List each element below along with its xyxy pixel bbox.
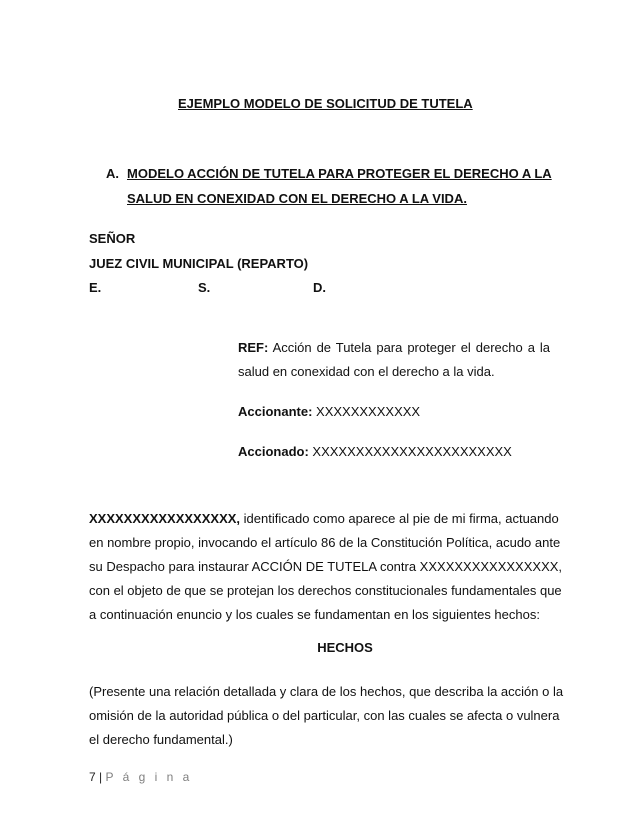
accionante-value: XXXXXXXXXXXX <box>316 404 421 419</box>
ref-line2: salud en conexidad con el derecho a la vida. <box>238 364 495 379</box>
section-heading-line1: MODELO ACCIÓN DE TUTELA PARA PROTEGER EL DERECHO A LA <box>127 166 552 181</box>
section-heading-line2: SALUD EN CONEXIDAD CON EL DERECHO A LA VIDA. <box>127 191 467 206</box>
ref-label: REF: <box>238 340 269 355</box>
intro-line3: su Despacho para instaurar ACCIÓN DE TUTELA contra XXXXXXXXXXXXXXXX, <box>89 559 563 574</box>
intro-line4: con el objeto de que se protejan los derechos constitucionales fundamentales que <box>89 583 562 598</box>
ref-text-line1: Acción de Tutela para proteger el derecho a la <box>272 340 551 355</box>
page-footer <box>89 770 192 784</box>
hechos-line2: omisión de la autoridad pública o del particular, con las cuales se afecta o vulnera <box>89 708 560 723</box>
hechos-line1: (Presente una relación detallada y clara de los hechos, que describa la acción o la <box>89 684 564 699</box>
section-letter: A. <box>106 166 119 181</box>
document-title: EJEMPLO MODELO DE SOLICITUD DE TUTELA <box>178 96 473 111</box>
addressee-s: S. <box>198 280 211 295</box>
addressee-d: D. <box>313 280 326 295</box>
intro-line5: a continuación enuncio y los cuales se fundamentan en los siguientes hechos: <box>89 607 540 622</box>
accionante-label: Accionante: <box>238 404 313 419</box>
addressee-line1: SEÑOR <box>89 231 136 246</box>
accionado-label: Accionado: <box>238 444 309 459</box>
hechos-heading: HECHOS <box>317 640 373 655</box>
page-number: 7 <box>89 770 96 784</box>
accionado-value: XXXXXXXXXXXXXXXXXXXXXXX <box>312 444 512 459</box>
hechos-line3: el derecho fundamental.) <box>89 732 233 747</box>
intro-line2: en nombre propio, invocando el artículo 86 de la Constitución Política, acudo ante <box>89 535 561 550</box>
intro-line1 <box>89 511 559 526</box>
accionado-line <box>238 444 550 459</box>
ref-line1 <box>238 340 550 355</box>
addressee-line2: JUEZ CIVIL MUNICIPAL (REPARTO) <box>89 256 309 271</box>
addressee-e: E. <box>89 280 102 295</box>
accionante-line <box>238 404 550 419</box>
page-word: P á g i n a <box>105 770 193 784</box>
footer-separator: | <box>99 770 103 784</box>
intro-name: XXXXXXXXXXXXXXXXX, <box>89 511 241 526</box>
intro-line1-rest: identificado como aparece al pie de mi firma, actuando <box>243 511 559 526</box>
